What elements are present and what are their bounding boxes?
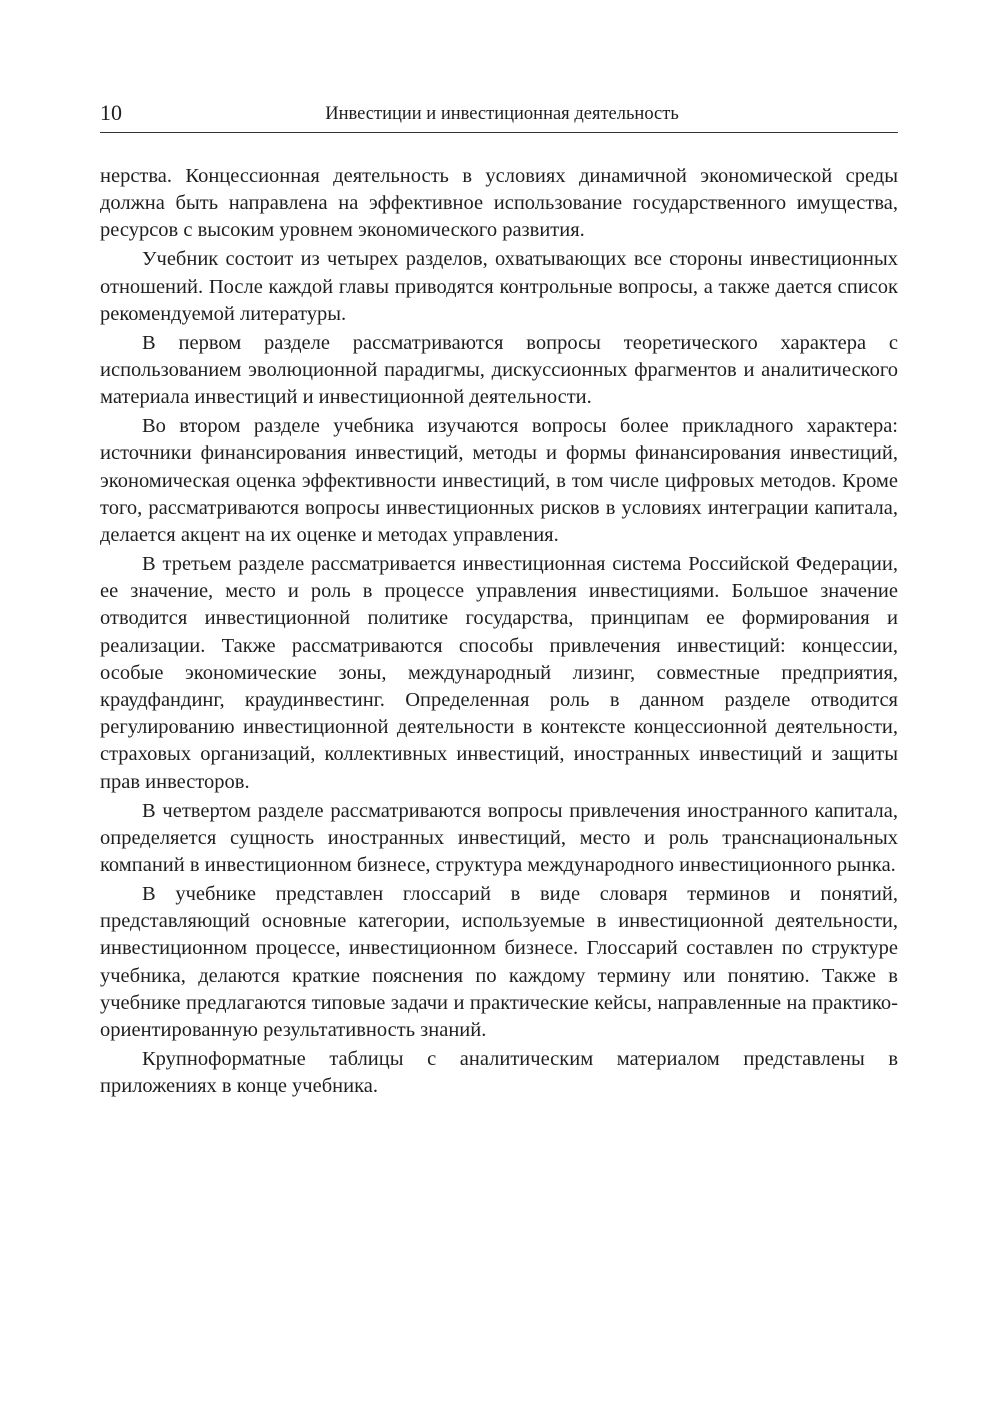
paragraph-book-structure: Учебник состоит из четырех разделов, охватывающих все стороны инвестиционных отношений. После каждой главы приводятся контрольные вопросы, а также дается список рекомендуемой литературы.: [100, 248, 898, 325]
page-number: 10: [100, 100, 122, 125]
body-text: [100, 163, 898, 1100]
paragraph-glossary: В учебнике представлен глоссарий в виде словаря терминов и понятий, представляющий основные категории, используемые в инвестиционной деятельности, инвестиционном процессе, инвестиционном бизнесе. Глоссарий составлен по структуре учебника, делаются краткие пояснения по каждому термину или понятию. Также в учебнике предлагаются типовые задачи и практические кейсы, направленные на практико-ориентированную результативность знаний.: [100, 883, 898, 1042]
paragraph-section-four: В четвертом разделе рассматриваются вопросы привлечения иностранного капитала, определяется сущность иностранных инвестиций, место и роль транснациональных компаний в инвестиционном бизнесе, структура международного инвестиционного рынка.: [100, 799, 898, 877]
paragraph-section-two: Во втором разделе учебника изучаются вопросы более прикладного характера: источники финансирования инвестиций, методы и формы финансирования инвестиций, экономическая оценка эффективности инвестиций, в том числе цифровых методов. Кроме того, рассматриваются вопросы инвестиционных рисков в условиях интеграции капитала, делается акцент на их оценке и методах управления.: [100, 415, 898, 547]
paragraph-continued: нерства. Концессионная деятельность в условиях динамичной экономической среды должна быть направлена на эффективное использование государственного имущества, ресурсов с высоким уровнем экономического развития.: [100, 165, 898, 242]
paragraph-appendix-tables: Крупноформатные таблицы с аналитическим материалом представлены в приложениях в конце учебника.: [100, 1048, 898, 1098]
running-header: [100, 98, 898, 133]
running-title: Инвестиции и инвестиционная деятельность: [325, 104, 679, 124]
paragraph-section-three: В третьем разделе рассматривается инвестиционная система Российской Федерации, ее значение, место и роль в процессе управления инвестициями. Большое значение отводится инвестиционной политике государства, принципам ее формирования и реализации. Также рассматриваются способы привлечения инвестиций: концессии, особые экономические зоны, международный лизинг, совместные предприятия, краудфандинг, краудинвестинг. Определенная роль в данном разделе отводится регулированию инвестиционной деятельности в контексте концессионной деятельности, страховых организаций, коллективных инвестиций, иностранных инвестиций и защиты прав инвесторов.: [100, 553, 898, 793]
paragraph-section-one: В первом разделе рассматриваются вопросы теоретического характера с использованием эволюционной парадигмы, дискуссионных фрагментов и аналитического материала инвестиций и инвестиционной деятельности.: [100, 331, 898, 409]
